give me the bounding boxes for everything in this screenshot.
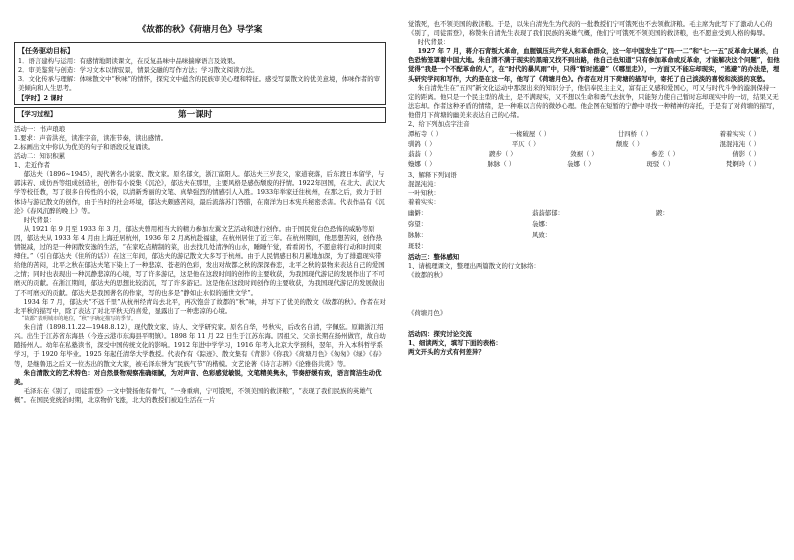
continued-text: 觉饿死，也不领美国的救济粮。于是，以朱自清先生为代表的一批教授们宁可饿死也不去领救济粮。毛主席为此写下了激动人心的《别了，司徒雷登》，称赞朱自清先生表现了我们民族的英雄气概，他们宁可饿死不领美国的救济粮，也不愿意受到人格的侮辱。 xyxy=(408,20,773,38)
answer-area[interactable] xyxy=(408,318,780,330)
objective-item: 3．文化传承与理解：体味散文中“秋味”的情怀，探究文中蕴含的民族审美心理和特征。感受写景散文的优美意境，体味作者的审美倾向和人生思考。 xyxy=(18,75,381,93)
activity-task: 1、细读两文，填写下面的表格： xyxy=(408,338,502,347)
section-heading: 3、解释下列词语 xyxy=(408,170,457,179)
process-header xyxy=(14,107,386,123)
explain-item: 脉脉： xyxy=(408,231,428,240)
mao-quote: 毛泽东在《别了，司徒雷登》一文中赞扬他有骨气，“一身重病，宁可饿死，不领美国的救济粮”，“表现了我们民族的英雄气概”。在国民党统治时期，北京物价飞涨，北大的教授们被迫生活在一片 xyxy=(14,386,373,404)
objective-item: 2．审美鉴赏与创造：学习文本以情驭景，情景交融的写作方法；学习散文阅读方法。 xyxy=(18,66,259,75)
paragraph: 朱自清先生在“五四”新文化运动中那深出来的知识分子，他信奉民主主义，富有正义感和爱国心，可又与时代斗争的漩涡保持一定的距离。他只是一个民主型的战士，是不满现实，又不想以生命和勇气去抗争，只能努力使自己暂时忘却现实中的一切，结果又无法忘却。作者这种矛盾的情绪，是一种难以言传的微妙心理。他企图在短暂的宁静中寻找一种精神的寄托，于是有了对荷塘的描写，他借月下荷塘的幽美来表达自己的心绪。 xyxy=(408,83,779,119)
right-column xyxy=(408,20,780,357)
explain-row xyxy=(408,231,780,240)
activity-item: 1.要求：声音洪亮，读准字音，读准节奏，读出感情。 xyxy=(14,133,168,142)
explain-item: 蓊蓊郁郁： xyxy=(532,208,564,217)
explain-item: 混混沌沌： xyxy=(408,179,440,188)
text-title-guduqiu: 《故都的秋》 xyxy=(408,271,447,280)
explain-row xyxy=(408,220,780,229)
activity-heading: 活动二：知识积累 xyxy=(14,152,66,161)
pinyin-item: 混混沌沌（ ） xyxy=(719,140,760,149)
activity-task: 1、请梳理课文，整理出两篇散文的行文脉络： xyxy=(408,262,540,271)
pinyin-item: 一椽破屋（ ） xyxy=(509,130,551,139)
activity-heading: 活动三：整体感知 xyxy=(408,253,460,262)
pinyin-item: 敛裾（ ） xyxy=(570,150,598,159)
pinyin-item: 袅娜（ ） xyxy=(567,160,595,169)
pinyin-item: 倩影（ ） xyxy=(732,150,760,159)
answer-area[interactable] xyxy=(408,281,780,309)
objectives-heading: 【任务驱动目标】 xyxy=(18,46,74,56)
explain-item: 袅娜： xyxy=(532,219,552,228)
explain-item xyxy=(656,231,780,240)
explain-item: 风致： xyxy=(532,231,552,240)
explain-item xyxy=(532,242,656,251)
pinyin-row xyxy=(408,150,780,159)
author-bio-yu: 郁达夫（1896~1945），现代著名小说家、散文家。原名郁文，浙江富阳人。郁达夫三岁丧父，家道衰落，后东渡日本留学，与郭沫若、成仿吾等组成创造社，创作有小说集《沉沦》，郁达夫在那里，主要风格是感伤颓废的抒情。1922年回国，在北大、武汉大学等校任教，写了很多自传性的小说，以清新秀丽的文笔、真挚强烈的情感引人入胜。1933年举家迁往杭州，在那之后，致力于旧体诗与游记散文的创作，由于当时的社会环境，郁达夫颇感苦闷，最后流落苏门答腊，在南洋为日本宪兵秘密杀害。代表作品有《沉沦》《春风沉醉的晚上》等。 xyxy=(14,170,385,215)
process-label: 【学习过程】 xyxy=(18,110,57,119)
explain-item: 一叶知秋： xyxy=(408,188,440,197)
objectives-box xyxy=(14,42,386,104)
author-bio-zhu: 朱自清（1898.11.22—1948.8.12），现代散文家、诗人、文学研究家。原名自华，号秋实，后改名自清，字佩弦。原籍浙江绍兴。出生于江苏省东海县（今连云港市东海县平明镇）。1898 年 11 月 22 日生于江苏东海。因祖父、父亲长期在扬州做官，故自幼随扬州人。幼年在私塾读书，深受中国传统文化的影响。1912 年进中学学习，1916 年考入北京大学预科，翌年，升入本科哲学系学习，于 1920 年毕业。1925 年起任清华大学教授。代表作有《踪迹》、散文集有《背影》《你我》《荷塘月色》《匆匆》《绿》《春》等，是继鲁迅之后又一位杰出的散文大家，被毛泽东誉为“民族气节”的楷模。文艺论著《诗言志辨》《论雅俗共赏》等。 xyxy=(14,323,386,368)
class-hours: 【学时】2 课时 xyxy=(18,93,64,102)
background-text: 1927 年 7 月，蒋介石背叛大革命，血腥镇压共产党人和革命群众，这一年中国发生了“四·一二”和“七·一五”反革命大屠杀，白色恐怖笼罩着中国大地。朱自清不满于现实的黑暗又找不到出路，他自己也知道“只有参加革命或反革命，才能解决这个问题”，但他觉得“我是一个不配革命的人”，在“时代的暴风雨”中，只得“暂时逃避”（《哪里走》），一方面又不能忘却现实，“逃避”的办法是，埋头研究学问和写作，大约是在这一年，他写了《荷塘月色》。作者在对月下荷塘的描写中，寄托了自己淡淡的喜悦和淡淡的哀愁。 xyxy=(408,47,780,83)
pinyin-item: 脉脉（ ） xyxy=(487,160,516,169)
pinyin-row xyxy=(408,160,780,169)
autumn-note: “故都”表明城市的地位，“秋”字确定描写的季节。 xyxy=(21,315,137,322)
explain-item: 幽僻： xyxy=(408,208,428,217)
autumn-1934-text: 1934 年 7 月，郁达夫“不远千里”从杭州经青岛去北平，再次饱尝了故都的“秋”味，并写下了优美的散文《故都的秋》。作者在对北平秋的描写中，除了表达了对北平秋天的喜爱，显露出了一种悲凉的心境。 xyxy=(14,297,386,315)
pinyin-item: 驯鸽（ ） xyxy=(408,140,436,149)
explain-item: 斑驳： xyxy=(408,242,428,251)
pinyin-item: 平仄（ ） xyxy=(511,140,540,149)
text-title-hetang: 《荷塘月色》 xyxy=(408,308,447,317)
activity-question: 两文开头的方式有何差异？ xyxy=(408,347,485,356)
pinyin-item: 参差（ ） xyxy=(651,150,679,159)
explain-item xyxy=(656,220,780,229)
activity-heading: 活动一：书声琅琅 xyxy=(14,124,66,133)
pinyin-row xyxy=(408,130,780,139)
explain-item: 踱： xyxy=(656,208,669,217)
pinyin-item: 梵婀玲（ ） xyxy=(726,160,760,169)
explain-item: 着着实实： xyxy=(408,197,440,206)
background-label: 时代背景： xyxy=(23,215,56,224)
pinyin-item: 踱步（ ） xyxy=(489,150,517,159)
section-heading: 1、走近作者 xyxy=(14,161,51,170)
pinyin-item: 廿四桥（ ） xyxy=(617,130,652,139)
pinyin-row xyxy=(408,140,780,149)
pinyin-item: 斑驳（ ） xyxy=(646,160,675,169)
pinyin-item: 蓊蓊（ ） xyxy=(408,150,436,159)
background-text: 从 1921 年 9 月至 1933 年 3 月，郁达夫曾用相当大的精力参加左翼文艺活动和进行创作。由于国民党白色恐怖的威胁等原因，郁达夫从 1933 年 4 月由上海迁居杭州，1936 年 2 月离杭赴福建，在杭州居住了近三年。在杭州期间，他思想苦闷，创作热情锐减，过的是一种闲散安逸的生活，“在家吃点精制的菜，出去找几处清净的山水，睡睡午觉，看看闲书，不愿意将行动和时间束缚住。”（引自郁达夫《住所的话》）在这三年间，郁达夫的游记散文大多写于杭州。由于人民情感日积月累地加深，为了排遣现实带给他的苦闷，北平之秋在郁达夫笔下染上了一种悲凉、苍老的色彩，发出对故都之秋的深深眷恋，北平之秋的景物来表达自己的爱国之情；同时也表现出一种沉静悲凉的心境，写了许多游记，这是他在这段时间的创作的主要收获，为我国现代游记的发展作出了不可磨灭的贡献。在浙江期间，郁达夫的思想比较消沉，写了许多游记。这是他在这段时间创作的主要收获，为我国现代游记的发展做出了不可磨灭的贡献。郁达夫是我国著名的作家，写的也多是“静如止水似的遁世文学”。 xyxy=(14,224,385,297)
pinyin-item: 嬝娜（ ） xyxy=(408,160,436,169)
lesson-label: 第一课时 xyxy=(178,109,213,120)
pinyin-item: 着着实实（ ） xyxy=(719,130,760,139)
zhu-features: 朱自清散文的艺术特色：对自然景物观察准确细腻，为对声音、色彩感觉敏锐，文笔精美隽永，节奏舒缓有致，语言简洁生动优美。 xyxy=(14,368,382,386)
explain-item: 弥望： xyxy=(408,219,428,228)
section-heading: 2、给下列加点字注音 xyxy=(408,120,470,129)
explain-row xyxy=(408,242,780,251)
explain-row xyxy=(408,209,780,218)
activity-item: 2.标画出文中你认为优美的句子和语段反复诵读。 xyxy=(14,143,155,151)
left-column xyxy=(14,24,386,405)
activity-heading: 活动四：探究讨论交流 xyxy=(408,329,472,338)
page-title: 《故都的秋》《荷塘月色》导学案 xyxy=(137,25,263,35)
pinyin-item: 颓废（ ） xyxy=(615,140,644,149)
background-label: 时代背景： xyxy=(417,38,450,47)
objective-item: 1．语言建构与运用：有感情地朗读课文，在反复品味中品味揣摩语言及效果。 xyxy=(18,57,240,66)
explain-item xyxy=(656,242,780,251)
pinyin-item: 潭柘寺（ ） xyxy=(408,130,442,139)
